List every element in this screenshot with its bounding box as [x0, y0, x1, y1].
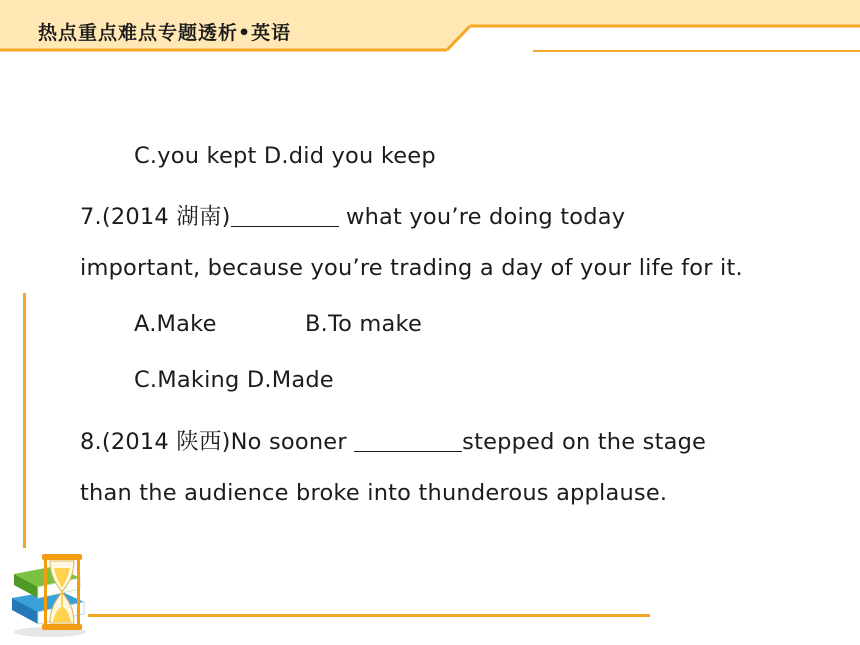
option-b-q7: B.To make — [305, 311, 423, 337]
q7-suffix: what you’re doing today — [338, 204, 626, 230]
q8-blank — [354, 427, 462, 452]
q8-suffix: stepped on the stage — [462, 429, 707, 455]
option-line-cd-q6: C.you kept D.did you keep — [134, 143, 436, 169]
option-line-cd-q7: C.Making D.Made — [134, 367, 334, 393]
q7-prefix: 7.(2014 湖南) — [80, 204, 231, 230]
question-7 — [80, 199, 625, 231]
books-hourglass-icon — [8, 546, 90, 638]
header-title: 热点重点难点专题透析•英语 — [38, 22, 292, 44]
left-accent-line — [23, 293, 26, 548]
question-8-continued: than the audience broke into thunderous applause. — [80, 480, 668, 506]
question-7-continued: important, because you’re trading a day of your life for it. — [80, 255, 743, 281]
q7-blank — [231, 202, 339, 227]
question-8 — [80, 424, 706, 456]
bottom-accent-line — [88, 614, 650, 617]
q8-prefix: 8.(2014 陕西)No sooner — [80, 429, 355, 455]
option-a-q7: A.Make — [134, 311, 217, 337]
